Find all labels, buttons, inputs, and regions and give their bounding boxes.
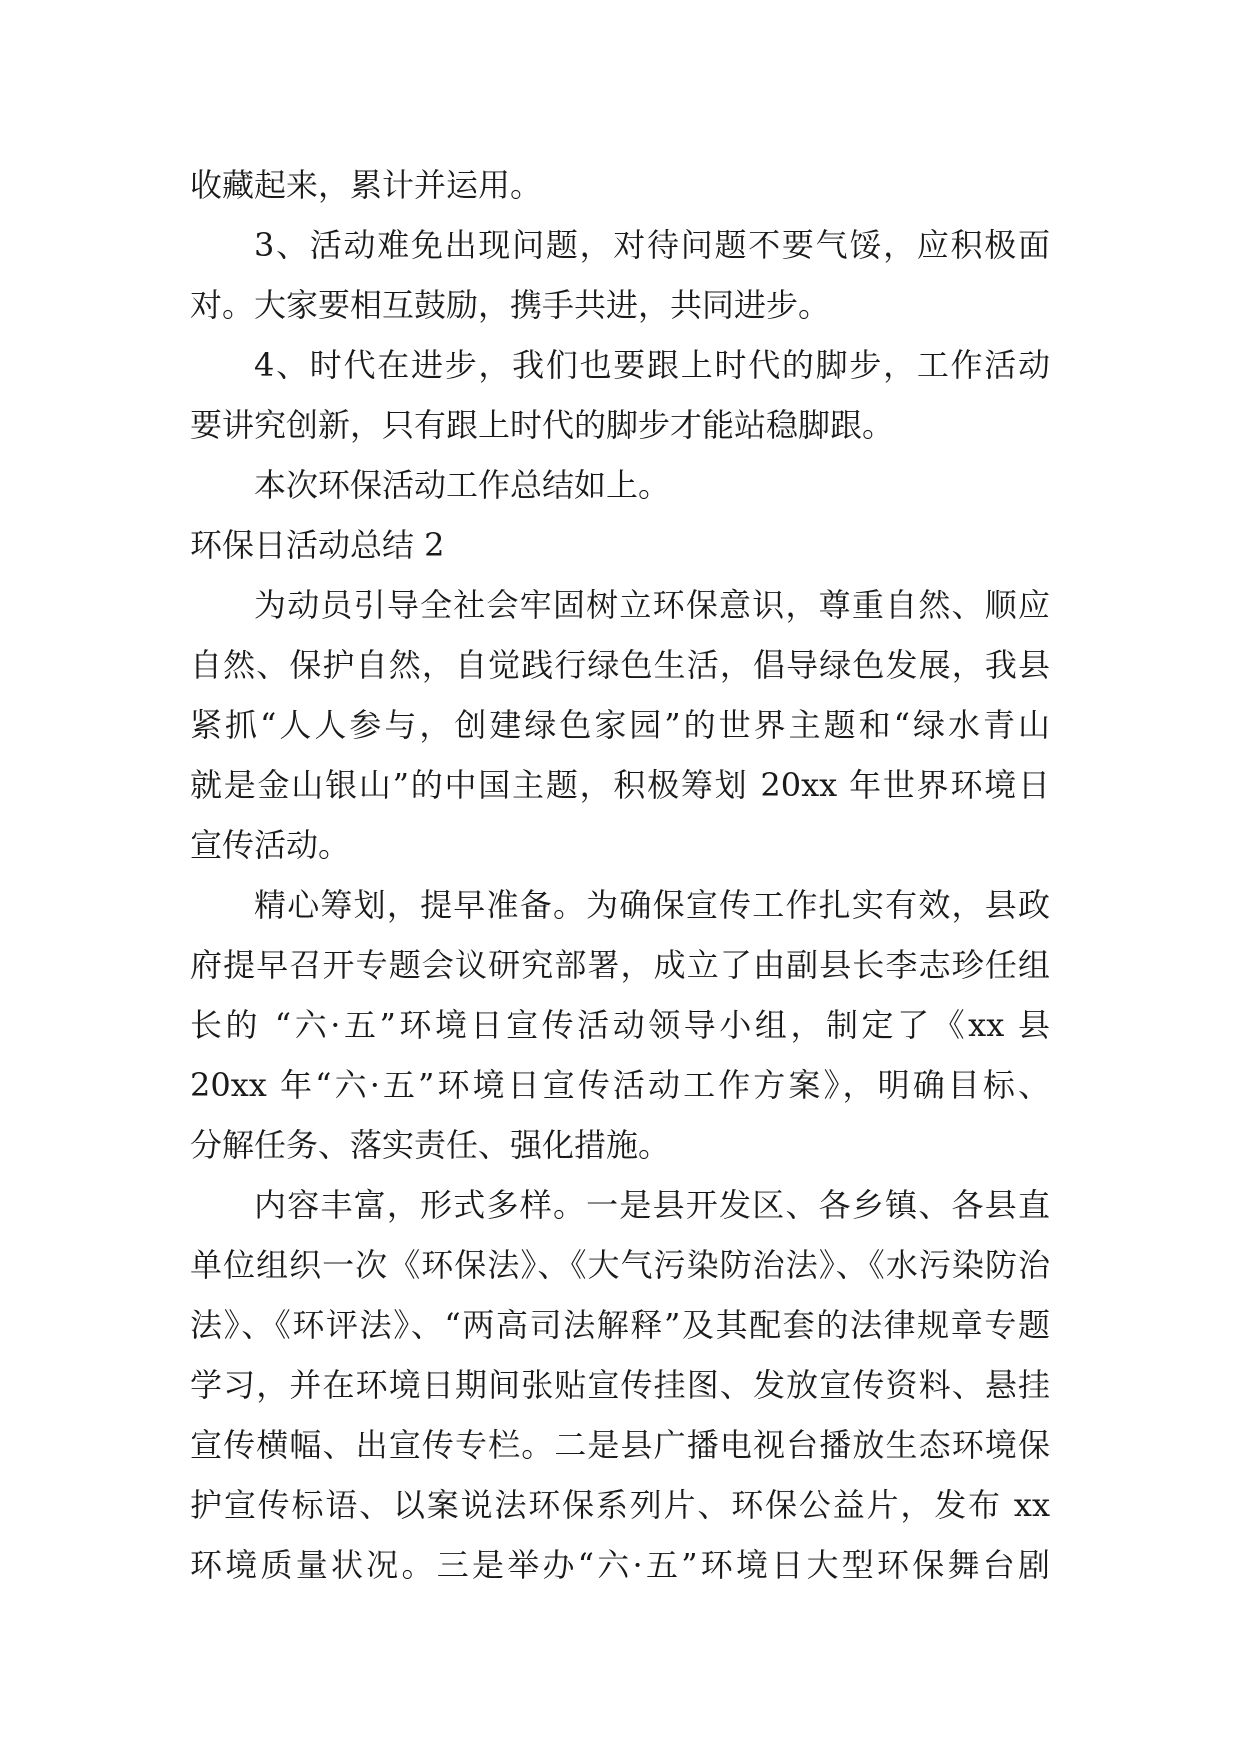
text-line: 单位组织一次《环保法》、《大气污染防治法》、《水污染防治	[190, 1246, 1050, 1284]
text-line: 20xx 年“六·五”环境日宣传活动工作方案》，明确目标、	[190, 1066, 1050, 1104]
text-line: 3、活动难免出现问题，对待问题不要气馁，应积极面	[254, 226, 1050, 264]
text-line: 为动员引导全社会牢固树立环保意识，尊重自然、顺应	[254, 586, 1050, 624]
text-line: 宣传活动。	[190, 826, 351, 864]
text-line: 环境质量状况。三是举办“六·五”环境日大型环保舞台剧	[190, 1546, 1050, 1584]
text-line: 宣传横幅、出宣传专栏。二是县广播电视台播放生态环境保	[190, 1426, 1050, 1464]
text-line: 学习，并在环境日期间张贴宣传挂图、发放宣传资料、悬挂	[190, 1366, 1050, 1404]
text-line: 护宣传标语、以案说法环保系列片、环保公益片，发布 xx	[190, 1486, 1050, 1524]
section-heading: 环保日活动总结 2	[190, 526, 445, 564]
text-line: 就是金山银山”的中国主题，积极筹划 20xx 年世界环境日	[190, 766, 1050, 804]
text-line: 分解任务、落实责任、强化措施。	[190, 1126, 671, 1164]
text-line: 精心筹划，提早准备。为确保宣传工作扎实有效，县政	[254, 886, 1050, 924]
text-line: 4、时代在进步，我们也要跟上时代的脚步，工作活动	[254, 346, 1050, 384]
text-line: 紧抓“人人参与，创建绿色家园”的世界主题和“绿水青山	[190, 706, 1050, 744]
text-line: 要讲究创新，只有跟上时代的脚步才能站稳脚跟。	[190, 406, 895, 444]
text-line: 府提早召开专题会议研究部署，成立了由副县长李志珍任组	[190, 946, 1050, 984]
text-line: 法》、《环评法》、“两高司法解释”及其配套的法律规章专题	[190, 1306, 1050, 1344]
text-line: 自然、保护自然，自觉践行绿色生活，倡导绿色发展，我县	[190, 646, 1050, 684]
text-line: 对。大家要相互鼓励，携手共进，共同进步。	[190, 286, 831, 324]
text-line: 长的 “六·五”环境日宣传活动领导小组，制定了《xx 县	[190, 1006, 1050, 1044]
text-line: 本次环保活动工作总结如上。	[254, 466, 671, 504]
text-line: 收藏起来，累计并运用。	[190, 166, 543, 204]
text-line: 内容丰富，形式多样。一是县开发区、各乡镇、各县直	[254, 1186, 1050, 1224]
